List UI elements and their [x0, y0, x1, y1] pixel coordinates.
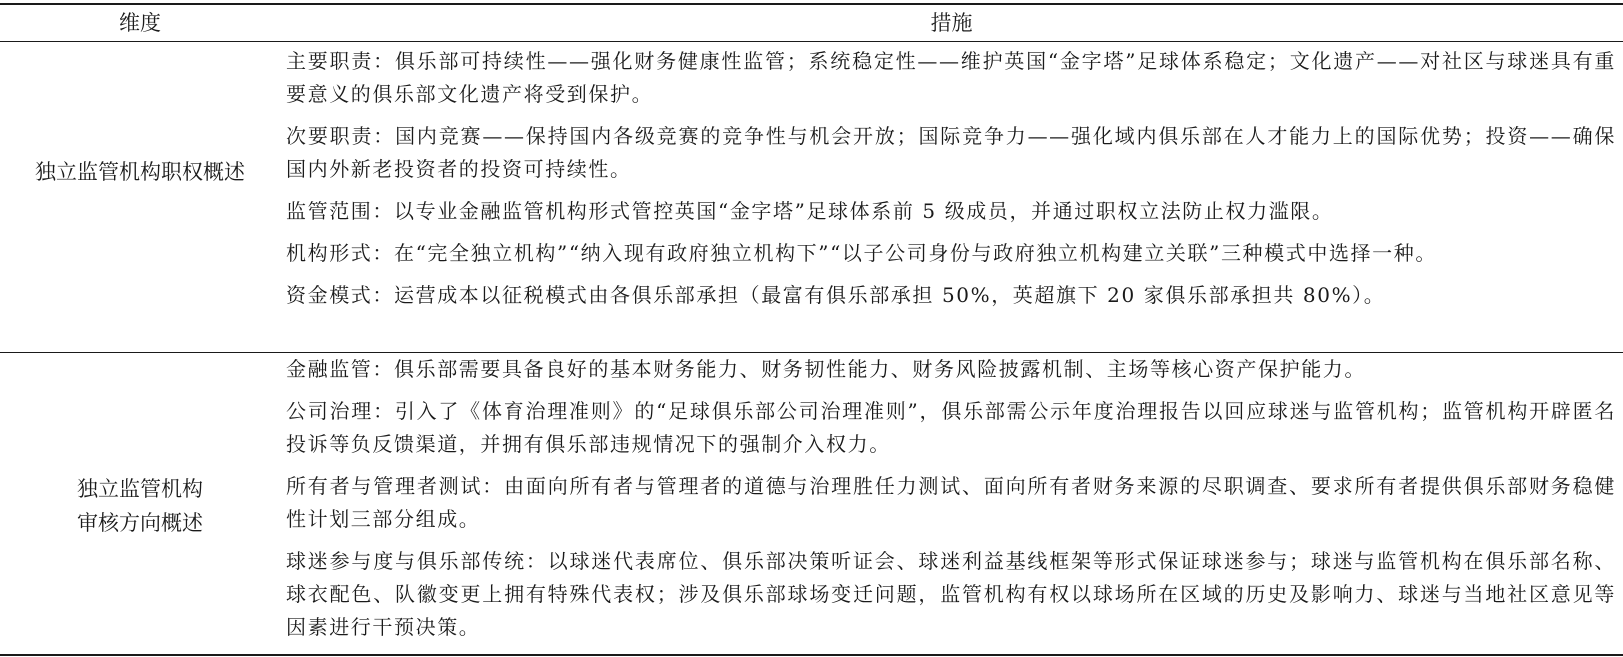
measure-item	[286, 545, 1616, 644]
dimension-cell-review	[0, 472, 280, 540]
dimension-line: 审核方向概述	[77, 511, 203, 535]
measure-item	[286, 120, 1616, 186]
dimension-line: 独立监管机构	[77, 477, 203, 501]
measure-label: 球迷参与度与俱乐部传统：	[286, 549, 548, 573]
measure-text: 由面向所有者与管理者的道德与治理胜任力测试、面向所有者财务来源的尽职调查、要求所有者提供俱乐部财务稳健性计划三部分组成。	[286, 474, 1617, 531]
header-measures: 措施	[930, 11, 973, 35]
measure-text: 以球迷代表席位、俱乐部决策听证会、球迷利益基线框架等形式保证球迷参与；球迷与监管机构在俱乐部名称、球衣配色、队徽变更上拥有特殊代表权；涉及俱乐部球场变迁问题，监管机构有权以球场所在区域的历史及影响力、球迷与当地社区意见等因素进行干预决策。	[286, 549, 1616, 639]
measure-item	[286, 45, 1616, 111]
measure-item	[286, 353, 1616, 386]
top-rule	[0, 3, 1623, 5]
measure-label: 次要职责：	[286, 124, 396, 148]
measure-item	[286, 470, 1616, 536]
measure-label: 金融监管：	[286, 357, 394, 381]
header-dimension: 维度	[119, 11, 161, 35]
header-rule	[0, 41, 1623, 42]
measure-text: 运营成本以征税模式由各俱乐部承担（最富有俱乐部承担 50%，英超旗下 20 家俱乐部承担共 80%）。	[394, 283, 1386, 307]
measure-text: 俱乐部可持续性——强化财务健康性监管；系统稳定性——维护英国“金字塔”足球体系稳定；文化遗产——对社区与球迷具有重要意义的俱乐部文化遗产将受到保护。	[286, 49, 1617, 106]
measure-label: 主要职责：	[286, 49, 395, 73]
measure-text: 俱乐部需要具备良好的基本财务能力、财务韧性能力、财务风险披露机制、主场等核心资产保护能力。	[394, 357, 1366, 381]
measure-label: 监管范围：	[286, 199, 394, 223]
measure-item	[286, 395, 1616, 461]
dimension-cell-authority	[0, 155, 280, 189]
measure-item	[286, 195, 1616, 228]
measure-text: 国内竞赛——保持国内各级竞赛的竞争性与机会开放；国际竞争力——强化域内俱乐部在人才能力上的国际优势；投资——确保国内外新老投资者的投资可持续性。	[286, 124, 1616, 181]
measure-label: 所有者与管理者测试：	[286, 474, 505, 498]
measure-item	[286, 279, 1616, 312]
measures-cell-authority	[286, 45, 1616, 312]
measure-item	[286, 237, 1616, 270]
dimension-line: 独立监管机构职权概述	[35, 160, 245, 184]
measure-text: 引入了《体育治理准则》的“足球俱乐部公司治理准则”，俱乐部需公示年度治理报告以回应球迷与监管机构；监管机构开辟匿名投诉等负反馈渠道，并拥有俱乐部违规情况下的强制介入权力。	[286, 399, 1617, 456]
measure-text: 在“完全独立机构”“纳入现有政府独立机构下”“以子公司身份与政府独立机构建立关联”三种模式中选择一种。	[394, 241, 1437, 265]
measures-cell-review	[286, 353, 1616, 644]
measure-text: 以专业金融监管机构形式管控英国“金字塔”足球体系前 5 级成员，并通过职权立法防止权力滥限。	[394, 199, 1334, 223]
bottom-rule	[0, 654, 1623, 656]
measure-label: 公司治理：	[286, 399, 395, 423]
measure-label: 资金模式：	[286, 283, 394, 307]
measure-label: 机构形式：	[286, 241, 394, 265]
